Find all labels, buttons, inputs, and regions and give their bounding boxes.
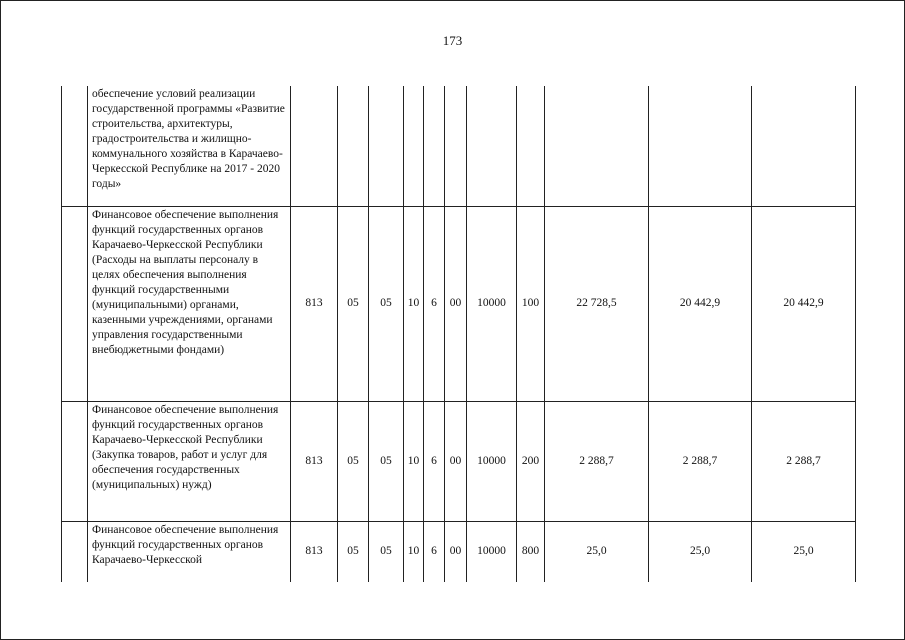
code-cell-expense-type: 800 [517, 521, 545, 582]
amount-cell-year-1: 2 288,7 [545, 401, 649, 521]
code-cell-subprogram [424, 86, 445, 206]
code-cell-expense-type [517, 86, 545, 206]
code-cell-ministry: 813 [291, 521, 338, 582]
row-number-cell [62, 401, 88, 521]
code-cell-direction: 10000 [467, 206, 517, 401]
code-cell-section: 05 [338, 401, 369, 521]
code-cell-subsection [369, 86, 404, 206]
code-cell-subsection: 05 [369, 401, 404, 521]
row-number-cell [62, 86, 88, 206]
code-cell-direction: 10000 [467, 401, 517, 521]
code-cell-expense-type: 200 [517, 401, 545, 521]
code-cell-activity: 00 [445, 401, 467, 521]
amount-cell-year-3: 20 442,9 [752, 206, 856, 401]
table-row [62, 206, 856, 401]
code-cell-subprogram: 6 [424, 401, 445, 521]
code-cell-program: 10 [404, 401, 424, 521]
amount-cell-year-1 [545, 86, 649, 206]
table-row [62, 401, 856, 521]
code-cell-section: 05 [338, 206, 369, 401]
amount-cell-year-2: 20 442,9 [649, 206, 752, 401]
amount-cell-year-1: 22 728,5 [545, 206, 649, 401]
code-cell-program: 10 [404, 521, 424, 582]
row-number-cell [62, 521, 88, 582]
amount-cell-year-1: 25,0 [545, 521, 649, 582]
row-name-cell: обеспечение условий реализации государственной программы «Развитие строительства, архитектуры, градостроительства и жилищно-коммунального хозяйства в Карачаево-Черкесской Республике на 2017 - 2020 годы» [88, 86, 291, 206]
code-cell-ministry: 813 [291, 206, 338, 401]
amount-cell-year-2: 2 288,7 [649, 401, 752, 521]
code-cell-expense-type: 100 [517, 206, 545, 401]
code-cell-direction: 10000 [467, 521, 517, 582]
code-cell-subprogram: 6 [424, 521, 445, 582]
amount-cell-year-3: 25,0 [752, 521, 856, 582]
code-cell-ministry: 813 [291, 401, 338, 521]
code-cell-activity: 00 [445, 206, 467, 401]
code-cell-program [404, 86, 424, 206]
amount-cell-year-3: 2 288,7 [752, 401, 856, 521]
row-name-cell: Финансовое обеспечение выполнения функций государственных органов Карачаево-Черкесской Республики (Расходы на выплаты персоналу в целях обеспечения выполнения функций государственными (муниципальными) органами, казенными учреждениями, органами управления государственными внебюджетными фондами) [88, 206, 291, 401]
page-number: 173 [442, 33, 463, 48]
code-cell-section: 05 [338, 521, 369, 582]
table-row [62, 521, 856, 582]
row-name-cell: Финансовое обеспечение выполнения функций государственных органов Карачаево-Черкесской [88, 521, 291, 582]
row-name-cell: Финансовое обеспечение выполнения функций государственных органов Карачаево-Черкесской Республики (Закупка товаров, работ и услуг для обеспечения государственных (муниципальных) нужд) [88, 401, 291, 521]
code-cell-direction [467, 86, 517, 206]
code-cell-activity [445, 86, 467, 206]
amount-cell-year-2 [649, 86, 752, 206]
code-cell-ministry [291, 86, 338, 206]
amount-cell-year-2: 25,0 [649, 521, 752, 582]
row-number-cell [62, 206, 88, 401]
code-cell-activity: 00 [445, 521, 467, 582]
code-cell-section [338, 86, 369, 206]
budget-table [61, 86, 856, 582]
code-cell-subprogram: 6 [424, 206, 445, 401]
table-row [62, 86, 856, 206]
amount-cell-year-3 [752, 86, 856, 206]
code-cell-subsection: 05 [369, 206, 404, 401]
code-cell-program: 10 [404, 206, 424, 401]
code-cell-subsection: 05 [369, 521, 404, 582]
